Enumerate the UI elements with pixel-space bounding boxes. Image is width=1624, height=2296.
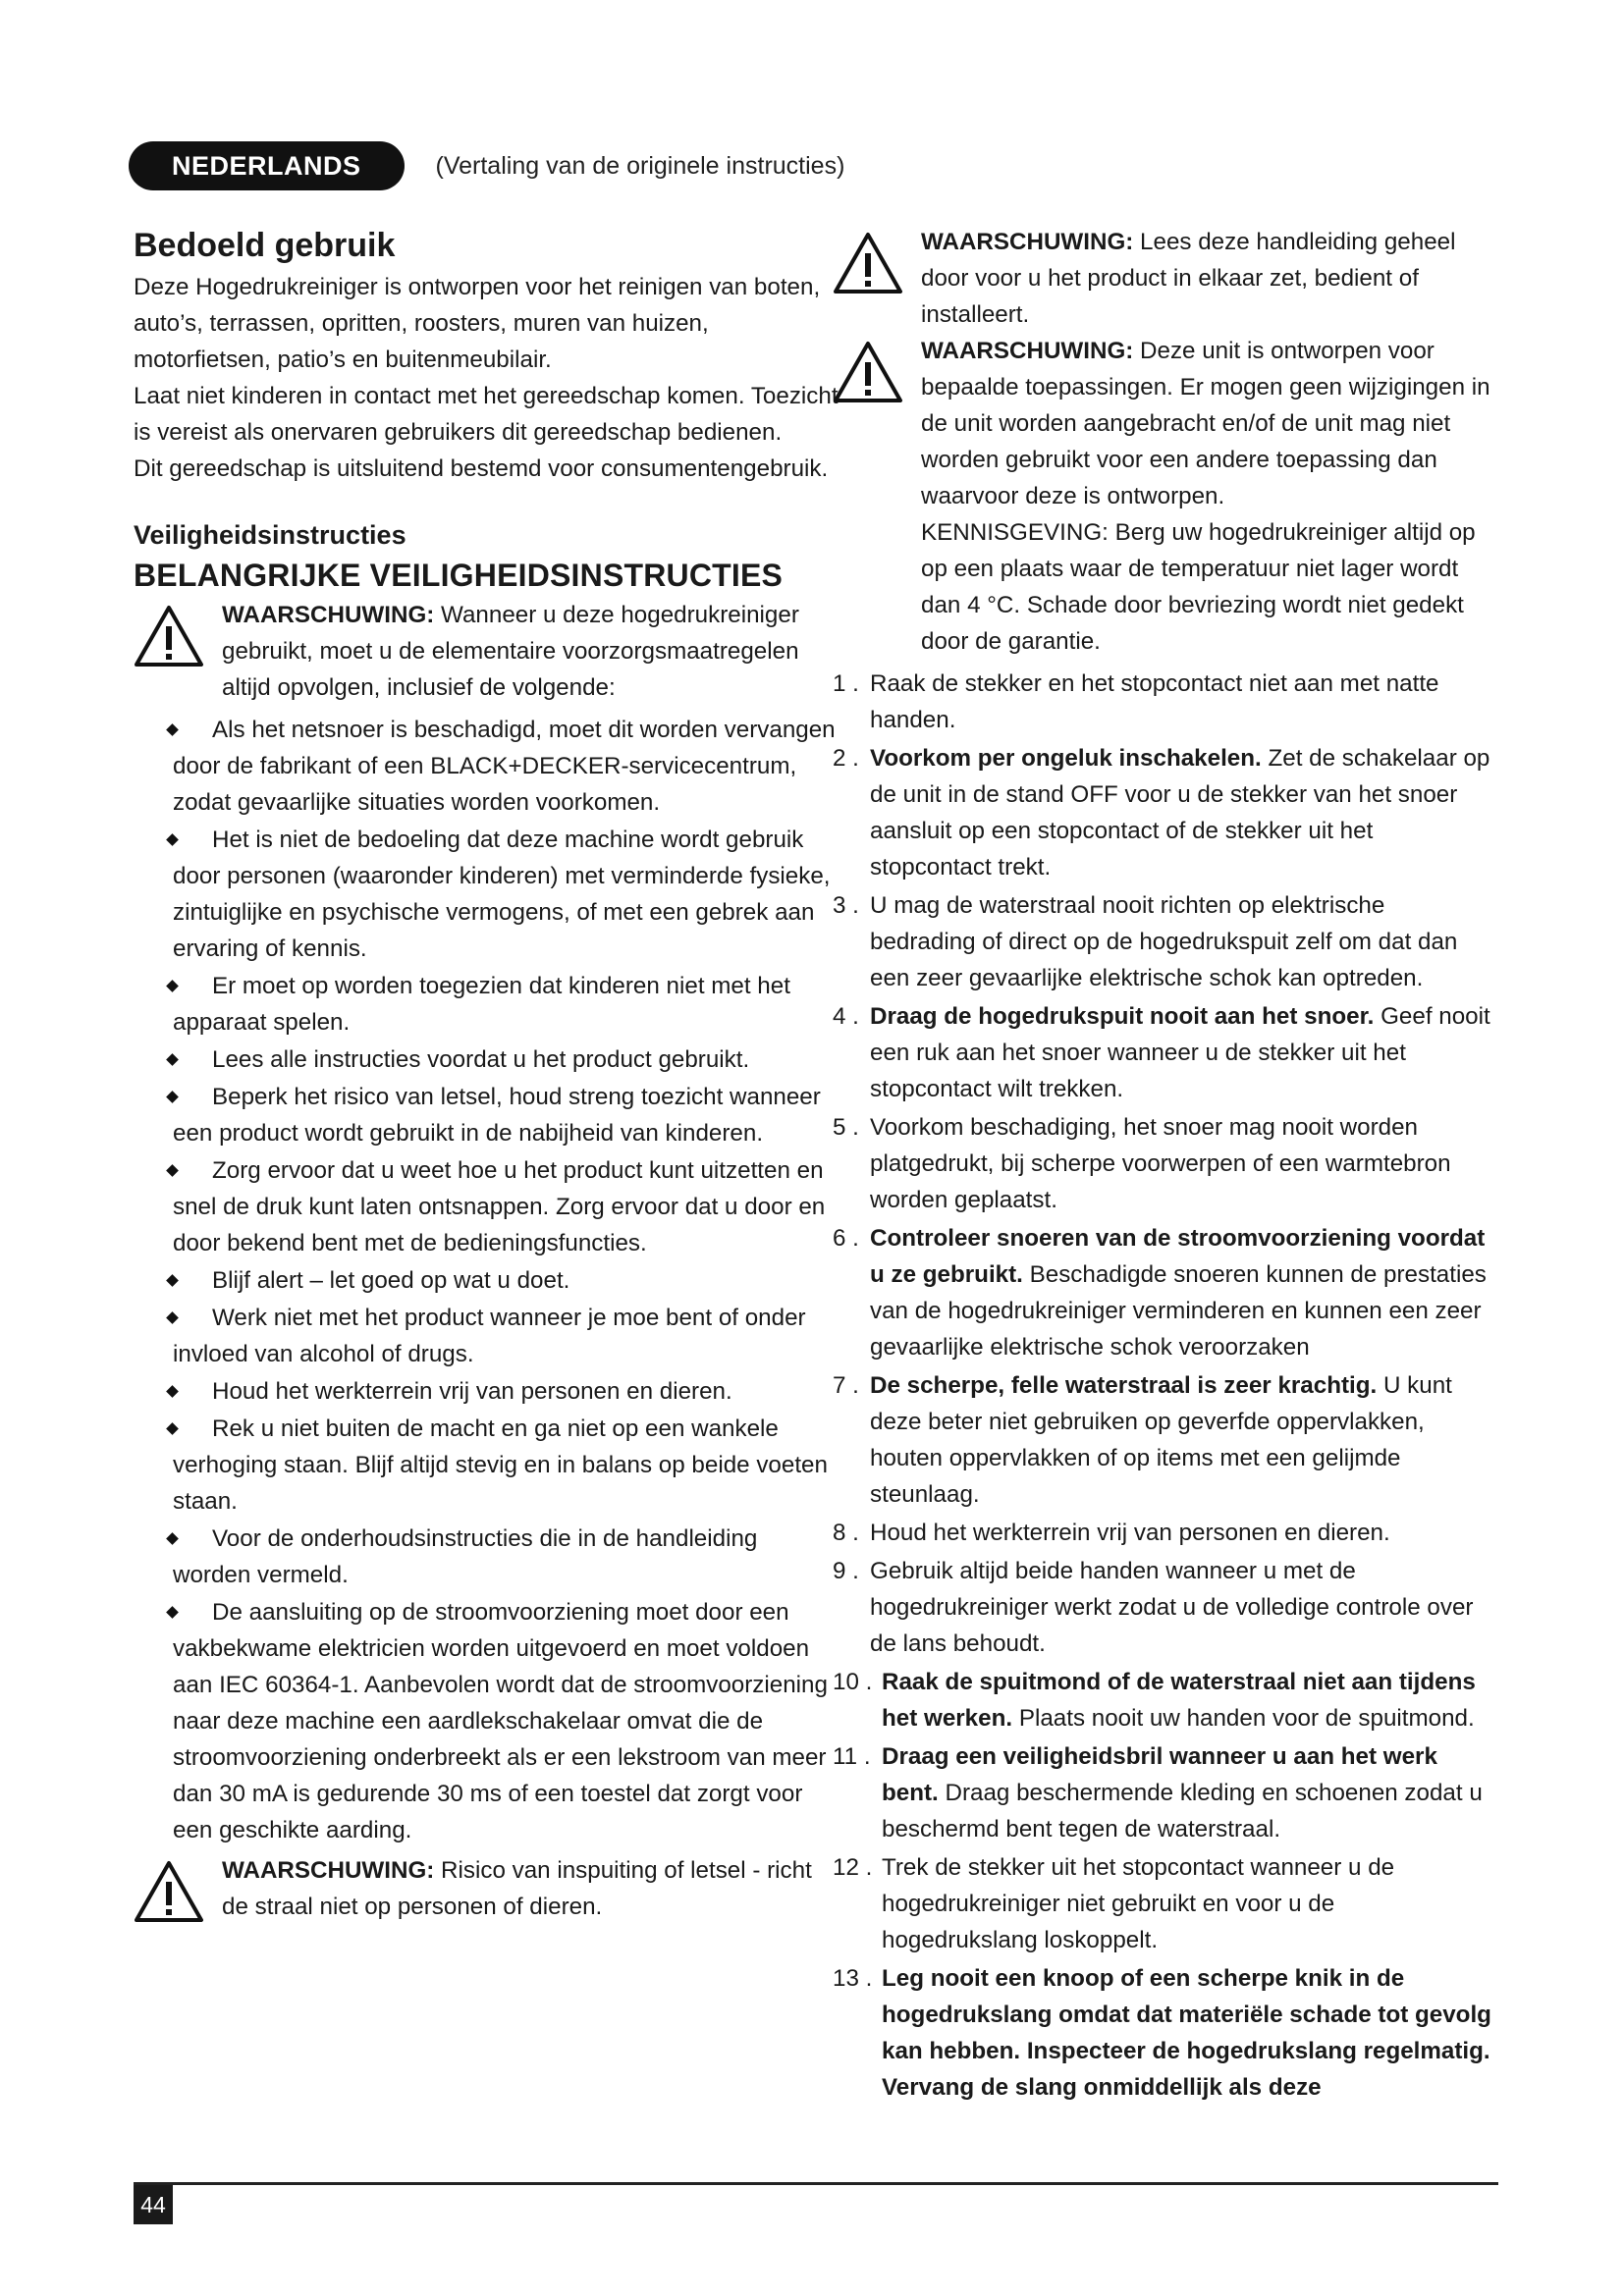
warning-text: Risico van inspuiting of letsel - richt de straal niet op personen of dieren.	[222, 1857, 812, 1920]
list-item: Lees alle instructies voordat u het product gebruikt.	[173, 1041, 840, 1078]
language-badge: NEDERLANDS	[129, 141, 405, 190]
list-item: 9 . Gebruik altijd beide handen wanneer u met de hogedrukreiniger werkt zodat u de volledige controle over de lans behoudt.	[833, 1558, 1474, 1657]
list-item: Zorg ervoor dat u weet hoe u het product kunt uitzetten en snel de druk kunt laten ontsnappen. Zorg ervoor dat u door en door bekend bent met de bedieningsfuncties.	[173, 1152, 840, 1261]
warning-triangle-icon	[833, 341, 921, 403]
intended-use-paragraph-3: Dit gereedschap is uitsluitend bestemd voor consumentengebruik.	[134, 455, 829, 482]
intended-use-heading: Bedoeld gebruik	[134, 227, 396, 264]
warning-block	[134, 597, 840, 706]
list-item: 1 . Raak de stekker en het stopcontact niet aan met natte handen.	[833, 670, 1439, 733]
safety-instructions-heading: Veiligheidsinstructies	[134, 520, 406, 550]
list-item: 8 . Houd het werkterrein vrij van personen en dieren.	[833, 1520, 1390, 1546]
list-item: 3 . U mag de waterstraal nooit richten op elektrische bedrading of direct op de hogedrukspuit zelf om dat dan een zeer gevaarlijke elektrische schok kan optreden.	[833, 892, 1458, 991]
bullet-diamond-icon	[166, 980, 179, 992]
footer-rule	[134, 2182, 1498, 2185]
warning-label: WAARSCHUWING:	[921, 229, 1134, 255]
page-header	[129, 141, 844, 190]
list-item: Werk niet met het product wanneer je moe bent of onder invloed van alcohol of drugs.	[173, 1300, 840, 1372]
bullet-diamond-icon	[166, 1274, 179, 1287]
bullet-diamond-icon	[166, 1164, 179, 1177]
list-item: Het is niet de bedoeling dat deze machine wordt gebruik door personen (waaronder kinderen) met verminderde fysieke, zintuiglijke en psychische vermogens, of met een gebrek aan ervaring of kennis.	[173, 822, 840, 967]
list-item: 10 . Raak de spuitmond of de waterstraal niet aan tijdens het werken. Plaats nooit uw handen voor de spuitmond.	[833, 1669, 1476, 1732]
page-number: 44	[134, 2185, 173, 2224]
list-item: 2 . Voorkom per ongeluk inschakelen. Zet de schakelaar op de unit in de stand OFF voor u de stekker van het snoer aansluit op een stopcontact of de stekker uit het stopcontact trekt.	[833, 745, 1490, 881]
warning-text: Lees deze handleiding geheel door voor u het product in elkaar zet, bedient of installeert.	[921, 229, 1456, 328]
warning-triangle-icon	[833, 232, 921, 294]
warning-block	[833, 224, 1496, 333]
bullet-diamond-icon	[166, 1532, 179, 1545]
list-item: 7 . De scherpe, felle waterstraal is zeer krachtig. U kunt deze beter niet gebruiken op geverfde oppervlakken, houten oppervlakken of op items met een gelijmde steunlaag.	[833, 1372, 1452, 1508]
list-item: Blijf alert – let goed op wat u doet.	[173, 1262, 840, 1299]
bullet-diamond-icon	[166, 1385, 179, 1398]
numbered-list	[833, 666, 1496, 2106]
list-item: 6 . Controleer snoeren van de stroomvoorziening voordat u ze gebruikt. Beschadigde snoeren kunnen de prestaties van de hogedrukreiniger verminderen en kunnen een zeer gevaarlijke elektrische schok veroorzaken	[833, 1225, 1487, 1361]
intended-use-paragraph-2: Laat niet kinderen in contact met het gereedschap komen. Toezicht is vereist als onervaren gebruikers dit gereedschap bedienen.	[134, 383, 839, 446]
bullet-diamond-icon	[166, 1606, 179, 1619]
list-item: 5 . Voorkom beschadiging, het snoer mag nooit worden platgedrukt, bij scherpe voorwerpen of een warmtebron worden geplaatst.	[833, 1114, 1451, 1213]
list-item: Er moet op worden toegezien dat kinderen niet met het apparaat spelen.	[173, 968, 840, 1041]
bullet-diamond-icon	[166, 833, 179, 846]
bullet-diamond-icon	[166, 1311, 179, 1324]
list-item: 4 . Draag de hogedrukspuit nooit aan het snoer. Geef nooit een ruk aan het snoer wanneer u de stekker uit het stopcontact wilt trekken.	[833, 1003, 1490, 1102]
warning-block	[833, 333, 1496, 660]
warning-triangle-icon	[134, 605, 222, 667]
warning-label: WAARSCHUWING:	[921, 338, 1134, 364]
list-item: Als het netsnoer is beschadigd, moet dit worden vervangen door de fabrikant of een BLACK+DECKER-servicecentrum, zodat gevaarlijke situaties worden voorkomen.	[173, 712, 840, 821]
list-item: Voor de onderhoudsinstructies die in de handleiding worden vermeld.	[173, 1521, 840, 1593]
intended-use-paragraph-1: Deze Hogedrukreiniger is ontworpen voor het reinigen van boten, auto’s, terrassen, opritten, roosters, muren van huizen, motorfietsen, patio’s en buitenmeubilair.	[134, 274, 821, 373]
list-item: De aansluiting op de stroomvoorziening moet door een vakbekwame elektricien worden uitgevoerd en moet voldoen aan IEC 60364-1. Aanbevolen wordt dat de stroomvoorziening naar deze machine een aardlekschakelaar omvat die de stroomvoorziening onderbreekt als er een lekstroom van meer dan 30 mA is gedurende 30 ms of een toestel dat zorgt voor een geschikte aarding.	[173, 1594, 840, 1848]
bullet-diamond-icon	[166, 1053, 179, 1066]
warning-label: WAARSCHUWING:	[222, 1857, 435, 1884]
warning-label: WAARSCHUWING:	[222, 602, 435, 628]
right-column	[833, 224, 1496, 2108]
translation-note: (Vertaling van de originele instructies)	[435, 151, 845, 180]
warning-text: Deze unit is ontworpen voor bepaalde toepassingen. Er mogen geen wijzigingen in de unit worden aangebracht en/of de unit mag niet worden gebruikt voor een andere toepassing dan waarvoor deze is ontworpen.	[921, 338, 1490, 509]
important-safety-heading: BELANGRIJKE VEILIGHEIDSINSTRUCTIES	[134, 558, 784, 593]
list-item: 12 . Trek de stekker uit het stopcontact wanneer u de hogedrukreiniger niet gebruikt en voor u de hogedrukslang loskoppelt.	[833, 1854, 1395, 1953]
warning-triangle-icon	[134, 1860, 222, 1923]
list-item: Beperk het risico van letsel, houd streng toezicht wanneer een product wordt gebruikt in de nabijheid van kinderen.	[173, 1079, 840, 1151]
warning-text: Wanneer u deze hogedrukreiniger gebruikt, moet u de elementaire voorzorgsmaatregelen altijd opvolgen, inclusief de volgende:	[222, 602, 799, 701]
bullet-diamond-icon	[166, 1091, 179, 1103]
list-item: Rek u niet buiten de macht en ga niet op een wankele verhoging staan. Blijf altijd stevig en in balans op beide voeten staan.	[173, 1411, 840, 1520]
bullet-diamond-icon	[166, 1422, 179, 1435]
warning-block	[134, 1852, 840, 1925]
list-item: 11 . Draag een veiligheidsbril wanneer u aan het werk bent. Draag beschermende kleding en schoenen zodat u beschermd bent tegen de waterstraal.	[833, 1743, 1483, 1842]
bullet-diamond-icon	[166, 723, 179, 736]
notice-text: KENNISGEVING: Berg uw hogedrukreiniger altijd op op een plaats waar de temperatuur niet lager wordt dan 4 °C. Schade door bevriezing wordt niet gedekt door de garantie.	[921, 519, 1476, 655]
list-item: 13 . Leg nooit een knoop of een scherpe knik in de hogedrukslang omdat dat materiële schade tot gevolg kan hebben. Inspecteer de hogedrukslang regelmatig. Vervang de slang onmiddellijk als deze	[833, 1965, 1491, 2101]
bullet-list	[173, 712, 840, 1848]
list-item: Houd het werkterrein vrij van personen en dieren.	[173, 1373, 840, 1410]
left-column	[134, 224, 840, 1925]
